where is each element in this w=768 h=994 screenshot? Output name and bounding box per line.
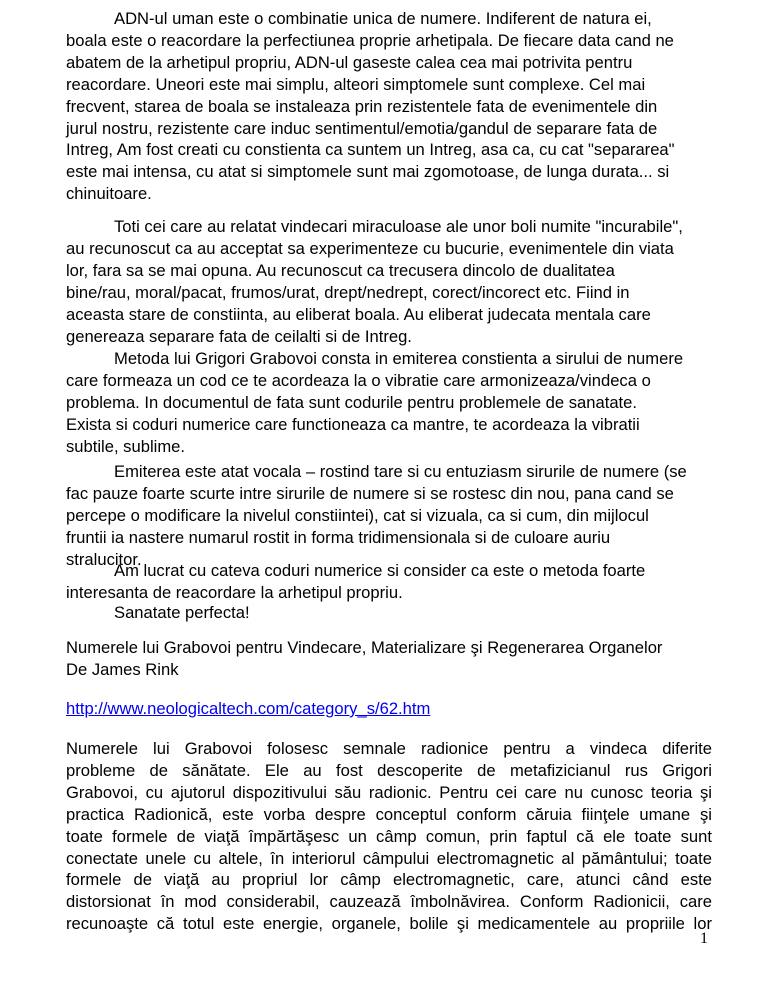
heading-line: Numerele lui Grabovoi pentru Vindecare, Materializare şi Regenerarea Organelor bbox=[66, 638, 663, 657]
text-line: interesanta de reacordare la arhetipul propriu. bbox=[66, 582, 403, 602]
text-line: au recunoscut ca au acceptat sa experimenteze cu bucurie, evenimentele din viata bbox=[66, 238, 674, 258]
text-line: problema. In documentul de fata sunt codurile pentru problemele de sanatate. bbox=[66, 392, 638, 412]
paragraph-radionics bbox=[66, 738, 712, 935]
text-line: bine/rau, moral/pacat, frumos/urat, drept/nedrept, corect/incorect etc. Fiind in bbox=[66, 282, 630, 302]
text-line: Numerele lui Grabovoi folosesc semnale radionice pentru a vindeca diferite bbox=[66, 739, 712, 758]
text-line: genereaza separare fata de ceilalti si de Intreg. bbox=[66, 326, 412, 346]
source-link-paragraph bbox=[66, 698, 712, 720]
text-line: Emiterea este atat vocala – rostind tare si cu entuziasm sirurile de numere (se bbox=[114, 462, 687, 481]
text-line: Toti cei care au relatat vindecari miraculoase ale unor boli numite "incurabile", bbox=[114, 217, 683, 236]
text-line: recunoaşte că totul este energie, organele, bolile şi medicamentele au propriile lor bbox=[66, 914, 712, 934]
paragraph-emission bbox=[66, 461, 712, 571]
text-line: abatem de la arhetipul propriu, ADN-ul gaseste calea cea mai potrivita pentru bbox=[66, 52, 633, 72]
text-line: practica Radionică, este vorba despre conceptul conform căruia fiinţele umane şi bbox=[66, 804, 712, 824]
text-line: stralucitor. bbox=[66, 549, 142, 569]
paragraph-closing bbox=[66, 602, 712, 624]
text-line: Grabovoi, cu ajutorul dispozitivului său radionic. Pentru cei care nu cunosc teoria şi bbox=[66, 782, 712, 802]
text-line: frecvent, starea de boala se instaleaza prin rezistentele fata de evenimentele din bbox=[66, 96, 658, 116]
text-line: Exista si coduri numerice care functioneaza ca mantre, te acordeaza la vibratii bbox=[66, 414, 640, 434]
text-line: toate formele de viaţă împărtăşesc un câmp comun, prin faptul că ele toate sunt bbox=[66, 826, 712, 846]
text-line: distorsionat în mod considerabil, cauzează îmbolnăvirea. Conform Radionicii, care bbox=[66, 892, 712, 912]
text-line: fruntii ia nastere numarul rostit in forma tridimensionala si de culoare auriu bbox=[66, 527, 611, 547]
text-line: probleme de sănătate. Ele au fost descoperite de metafizicianul rus Grigori bbox=[66, 760, 712, 780]
text-line: Sanatate perfecta! bbox=[114, 603, 250, 622]
section-heading bbox=[66, 637, 712, 681]
paragraph-miracles bbox=[66, 216, 712, 347]
paragraph-experience bbox=[66, 560, 712, 604]
text-line: reacordare. Uneori este mai simplu, alteori simptomele sunt complexe. Cel mai bbox=[66, 74, 646, 94]
paragraph-intro bbox=[66, 8, 712, 205]
text-line: fac pauze foarte scurte intre sirurile de numere si se rostesc din nou, pana cand se bbox=[66, 483, 674, 503]
page-number: 1 bbox=[700, 930, 708, 947]
author-line: De James Rink bbox=[66, 659, 179, 679]
text-line: boala este o reacordare la perfectiunea proprie arhetipala. De fiecare data cand ne bbox=[66, 30, 674, 50]
text-line: lor, fara sa se mai opuna. Au recunoscut ca trecusera dincolo de dualitatea bbox=[66, 260, 615, 280]
text-line: ADN-ul uman este o combinatie unica de numere. Indiferent de natura ei, bbox=[114, 9, 652, 28]
text-line: chinuitoare. bbox=[66, 184, 152, 204]
text-line: percepe o modificare la nivelul constiintei), cat si vizuala, ca si cum, din mijlocul bbox=[66, 505, 649, 525]
text-line: Intreg, Am fost creati cu constienta ca suntem un Intreg, asa ca, cu cat "separarea" bbox=[66, 140, 675, 160]
text-line: este mai intensa, cu atat si simptomele sunt mai zgomotoase, de lunga durata... si bbox=[66, 162, 670, 182]
text-line: jurul nostru, rezistente care induc sentimentul/emotia/gandul de separare fata de bbox=[66, 118, 658, 138]
text-line: Am lucrat cu cateva coduri numerice si consider ca este o metoda foarte bbox=[114, 561, 646, 580]
text-line: aceasta stare de constiinta, au eliberat boala. Au eliberat judecata mentala care bbox=[66, 304, 651, 324]
text-line: subtile, sublime. bbox=[66, 436, 185, 456]
paragraph-method bbox=[66, 348, 712, 458]
text-line: care formeaza un cod ce te acordeaza la o vibratie care armonizeaza/vindeca o bbox=[66, 370, 651, 390]
text-line: Metoda lui Grigori Grabovoi consta in emiterea constienta a sirului de numere bbox=[114, 349, 684, 368]
source-link[interactable]: http://www.neologicaltech.com/category_s/62.htm bbox=[66, 699, 431, 718]
text-line: formele de viaţă au propriul lor câmp electromagnetic, care, atunci când este bbox=[66, 870, 712, 890]
text-line: conectate unele cu altele, în interiorul câmpului electromagnetic al pământului; toate bbox=[66, 848, 712, 868]
